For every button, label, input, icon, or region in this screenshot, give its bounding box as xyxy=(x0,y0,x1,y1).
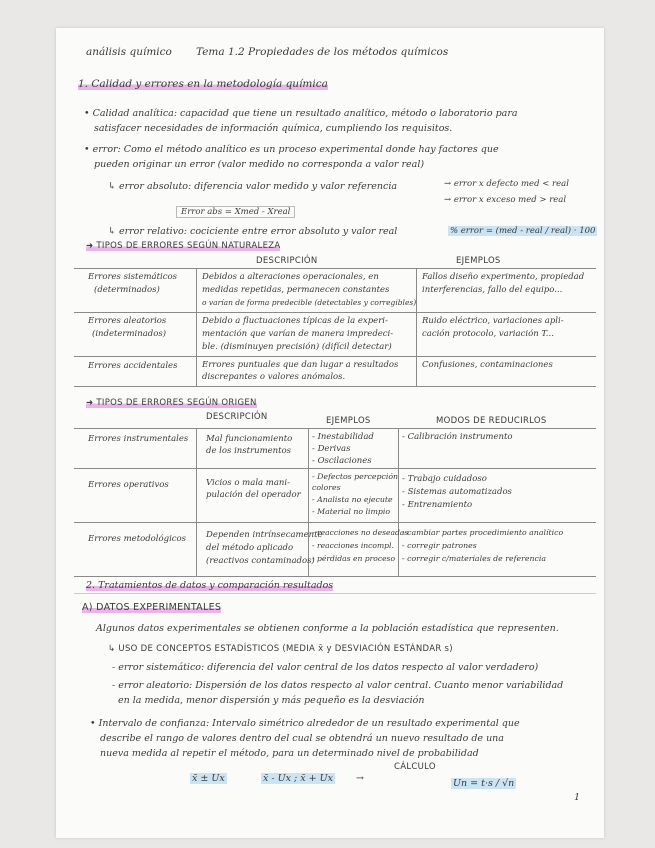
t1-r2-desc-1: Debido a fluctuaciones típicas de la experi- xyxy=(202,316,388,326)
t2-r2-red-1: - Trabajo cuidadoso xyxy=(402,474,487,484)
table2-header-desc: DESCRIPCIÓN xyxy=(206,412,268,422)
formula-un: Un = t·s / √n xyxy=(453,778,515,789)
t1-r2-ej-1: Ruido eléctrico, variaciones apli- xyxy=(422,316,564,326)
t2-r2-ej-4: - Material no limpio xyxy=(312,507,391,516)
table2-header-rule xyxy=(74,428,596,429)
t1-r3-desc-2: discrepantes o valores anómalos. xyxy=(202,372,346,382)
t1-r2-ej-2: cación protocolo, variación T... xyxy=(422,329,554,339)
arrow-icon: → xyxy=(356,773,364,784)
formula-ci-1: x̄ ± Ux xyxy=(192,773,225,784)
table1-row-rule-3 xyxy=(74,386,596,387)
t1-r1-desc-3: o varían de forma predecible (detectables y corregibles) xyxy=(202,298,417,307)
t2-r1-desc-1: Mal funcionamiento xyxy=(206,434,293,444)
section1-title: 1. Calidad y errores en la metodología química xyxy=(78,78,328,90)
table1-header-rule xyxy=(74,268,596,269)
t1-r3-desc-1: Errores puntuales que dan lugar a resultados xyxy=(202,360,399,370)
t1-r1-desc-1: Debidos a alteraciones operacionales, en xyxy=(202,272,379,282)
table1-header-ej: EJEMPLOS xyxy=(456,256,501,266)
error-exceso: → error x exceso med > real xyxy=(444,195,567,205)
t1-r1-ej-2: interferencias, fallo del equipo... xyxy=(422,285,563,295)
t2-r2-tipo: Errores operativos xyxy=(88,480,169,490)
t2-r1-ej-3: - Oscilaciones xyxy=(312,456,372,466)
table1-row-rule-1 xyxy=(74,312,596,313)
error-line1: • error: Como el método analítico es un proceso experimental donde hay factores que xyxy=(84,144,499,155)
section2-title: 2. Tratamientos de datos y comparación resultados xyxy=(86,580,334,591)
t1-r1-desc-2: medidas repetidas, permanecen constantes xyxy=(202,285,390,295)
t2-r2-ej-2: colores xyxy=(312,483,341,492)
t2-r2-red-3: - Entrenamiento xyxy=(402,500,473,510)
table2-col-rule-2 xyxy=(308,428,309,576)
t2-r1-desc-2: de los instrumentos xyxy=(206,446,292,456)
t2-r3-desc-2: del método aplicado xyxy=(206,543,294,553)
t2-r3-red-2: - corregir patrones xyxy=(402,541,477,550)
notebook-page xyxy=(56,28,604,838)
t2-r2-desc-1: Vicios o mala mani- xyxy=(206,478,290,488)
t1-r1-tipo-1: Errores sistemáticos xyxy=(88,272,177,282)
section2-sistematico: - error sistemático: diferencia del valor central de los datos respecto al valor verdadero) xyxy=(112,662,539,673)
topic-title: Tema 1.2 Propiedades de los métodos químicos xyxy=(196,46,449,58)
t1-r1-ej-1: Fallos diseño experimento, propiedad xyxy=(422,272,585,282)
intervalo-line1: • Intervalo de confianza: Intervalo simétrico alrededor de un resultado experimental que xyxy=(90,718,520,729)
t1-r3-ej-1: Confusiones, contaminaciones xyxy=(422,360,553,370)
table2-row-rule-1 xyxy=(74,468,596,469)
t2-r1-ej-1: - Inestabilidad xyxy=(312,432,374,442)
error-rel-formula: % error = (med - real / real) · 100 xyxy=(450,226,596,236)
table2-header-ej: EJEMPLOS xyxy=(326,416,371,426)
t2-r1-ej-2: - Derivas xyxy=(312,444,351,454)
calculo-label: CÁLCULO xyxy=(394,762,436,772)
subject-title: análisis químico xyxy=(86,46,172,58)
t2-r2-ej-1: - Defectos percepción xyxy=(312,472,399,481)
error-relativo: ↳ error relativo: cociciente entre error absoluto y valor real xyxy=(108,226,398,237)
t1-r2-tipo-1: Errores aleatorios xyxy=(88,316,167,326)
section2-aleatorio-1: - error aleatorio: Dispersión de los datos respecto al valor central. Cuanto menor variabilidad xyxy=(112,680,564,691)
t2-r3-tipo: Errores metodológicos xyxy=(88,534,187,544)
section2-subtitle: A) DATOS EXPERIMENTALES xyxy=(82,602,222,613)
error-defecto: → error x defecto med < real xyxy=(444,179,569,189)
t2-r1-red-1: - Calibración instrumento xyxy=(402,432,513,442)
t1-r3-tipo-1: Errores accidentales xyxy=(88,361,178,371)
table2-col-rule-3 xyxy=(398,428,399,576)
section2-uso: ↳ USO DE CONCEPTOS ESTADÍSTICOS (MEDIA x̄ y DESVIACIÓN ESTÁNDAR s) xyxy=(108,644,453,654)
t2-r3-ej-3: - pérdidas en proceso xyxy=(312,554,396,563)
t1-r2-desc-3: ble. (disminuyen precisión) (difícil detectar) xyxy=(202,342,392,352)
t2-r2-desc-2: pulación del operador xyxy=(206,490,301,500)
t1-r1-tipo-2: (determinados) xyxy=(94,285,160,295)
t2-r3-ej-1: - reacciones no deseadas xyxy=(312,528,409,537)
t2-r3-red-1: - cambiar partes procedimiento analítico xyxy=(402,528,564,537)
t2-r3-desc-1: Dependen intrínsecamente xyxy=(206,530,323,540)
table2-title: ➜ TIPOS DE ERRORES SEGÚN ORIGEN xyxy=(86,398,257,408)
intervalo-line2: describe el rango de valores dentro del cual se obtendrá un nuevo resultado de una xyxy=(100,733,504,744)
table1-col-rule-1 xyxy=(196,268,197,386)
t2-r3-desc-3: (reactivos contaminados) xyxy=(206,556,315,566)
table1-title: ➜ TIPOS DE ERRORES SEGÚN NATURALEZA xyxy=(86,241,281,251)
t2-r3-red-3: - corregir c/materiales de referencia xyxy=(402,554,546,563)
t1-r2-tipo-2: (indeterminados) xyxy=(92,329,167,339)
table1-row-rule-2 xyxy=(74,356,596,357)
table2-col-rule-1 xyxy=(196,428,197,576)
t2-r3-ej-2: - reacciones incompl. xyxy=(312,541,394,550)
section2-intro: Algunos datos experimentales se obtienen conforme a la población estadística que representen. xyxy=(96,623,559,634)
table1-header-desc: DESCRIPCIÓN xyxy=(256,256,318,266)
calidad-line2: satisfacer necesidades de información química, cumpliendo los requisitos. xyxy=(94,123,453,134)
page-number: 1 xyxy=(574,792,581,803)
table2-row-rule-2 xyxy=(74,522,596,523)
formula-ci-2: x̄ - Ux ; x̄ + Ux xyxy=(263,773,333,784)
calidad-line1: • Calidad analítica: capacidad que tiene un resultado analítico, método o laboratorio para xyxy=(84,108,518,119)
table2-row-rule-3 xyxy=(74,576,596,577)
intervalo-line3: nueva medida al repetir el método, para un determinado nivel de probabilidad xyxy=(100,748,479,759)
t2-r2-red-2: - Sistemas automatizados xyxy=(402,487,512,497)
t1-r2-desc-2: mentación que varían de manera impredeci- xyxy=(202,329,394,339)
table2-header-red: MODOS DE REDUCIRLOS xyxy=(436,416,547,426)
t2-r1-tipo: Errores instrumentales xyxy=(88,434,189,444)
error-abs-formula: Error abs = Xmed - Xreal xyxy=(176,206,295,218)
table1-col-rule-2 xyxy=(416,268,417,386)
section2-aleatorio-2: en la medida, menor dispersión y más pequeño es la desviación xyxy=(118,695,425,706)
error-line2: pueden originar un error (valor medido no corresponda a valor real) xyxy=(94,159,425,170)
t2-r2-ej-3: - Analista no ejecute xyxy=(312,495,393,504)
section-divider xyxy=(74,593,596,594)
error-absoluto: ↳ error absoluto: diferencia valor medido y valor referencia xyxy=(108,181,398,192)
